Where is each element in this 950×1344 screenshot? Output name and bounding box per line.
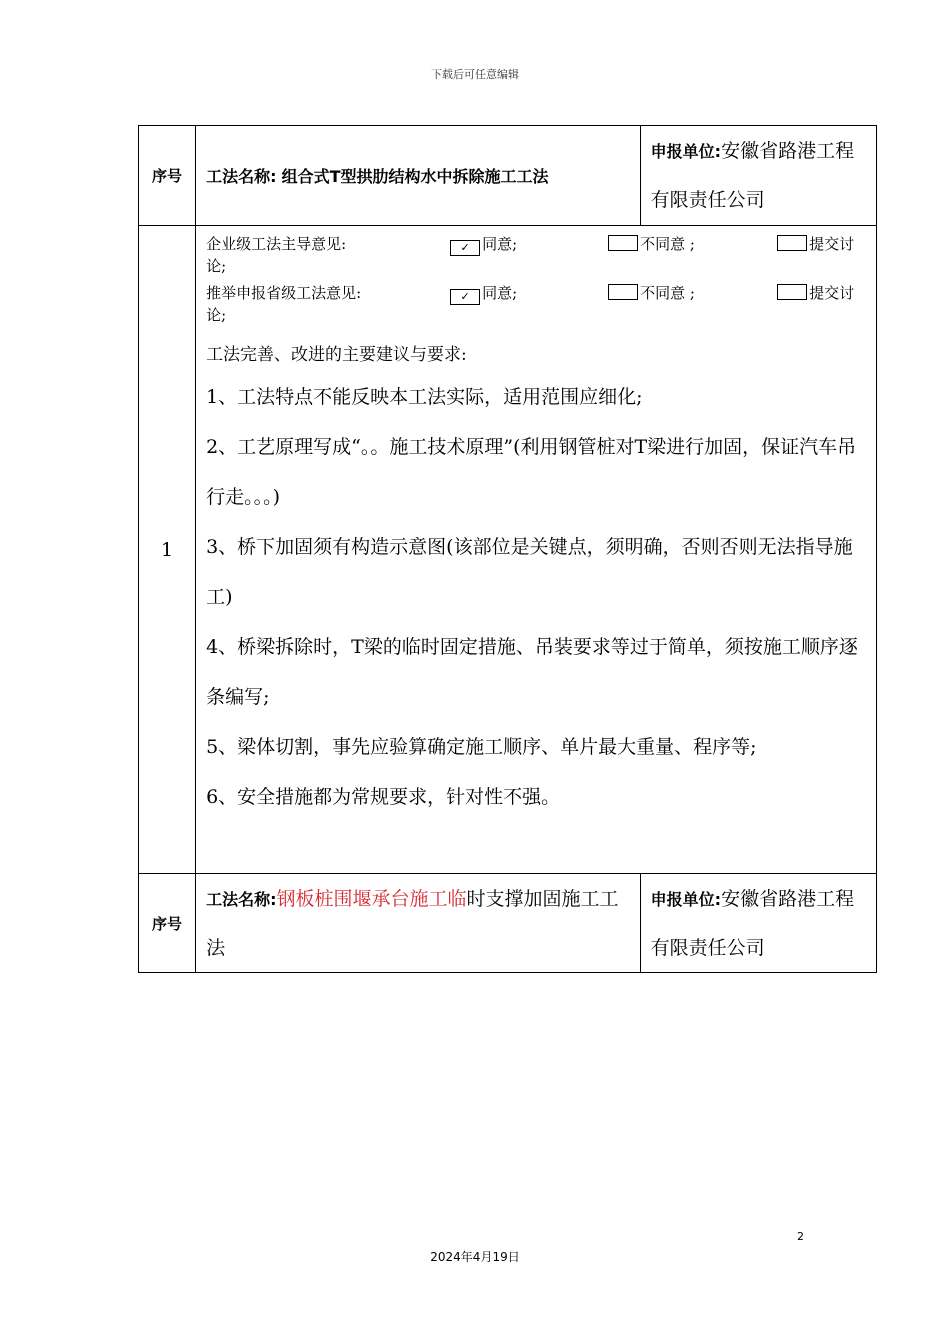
requirement-item: 5、梁体切割，事先应验算确定施工顺序、单片最大重量、程序等;	[206, 736, 757, 758]
seq-header-cell: 序号	[139, 126, 196, 226]
requirement-item: 6、安全措施都为常规要求，针对性不强。	[206, 786, 561, 808]
method-name-value: 组合式T型拱肋结构水中拆除施工工法	[281, 167, 549, 186]
opinions-cell	[196, 226, 877, 874]
seq-header-cell: 序号	[139, 874, 196, 973]
enterprise-discuss-checkbox[interactable]	[777, 235, 807, 251]
table-row-1	[139, 126, 877, 226]
provincial-opinion-line	[206, 279, 870, 304]
enterprise-disagree-checkbox[interactable]	[608, 235, 638, 251]
declaring-unit-cell	[640, 874, 876, 973]
requirement-item: 4、桥梁拆除时，T梁的临时固定措施、吊装要求等过于简单，须按施工顺序逐条编写;	[206, 636, 858, 708]
declaring-unit-value: 安徽省路港工程有限责任公司	[650, 887, 855, 959]
page-number: 2	[797, 1230, 804, 1243]
table-row-3	[139, 874, 877, 973]
table-row-2	[139, 226, 877, 874]
row-number-cell: 1	[139, 226, 196, 874]
provincial-discuss-checkbox[interactable]	[777, 284, 807, 300]
provincial-discuss-option: 提交讨	[777, 282, 854, 303]
declaring-unit-cell	[640, 126, 876, 226]
declaring-unit-label: 申报单位:	[650, 889, 722, 909]
method-name-value: 时支撑加固施工工法	[206, 887, 619, 959]
provincial-opinion-label: 推举申报省级工法意见:	[206, 284, 362, 302]
declaring-unit-value: 安徽省路港工程有限责任公司	[650, 140, 855, 211]
provincial-discuss-continuation: 论;	[206, 306, 227, 324]
enterprise-agree-option: ✓ 同意;	[450, 233, 517, 256]
enterprise-agree-checkbox[interactable]: ✓	[450, 240, 480, 256]
requirement-item: 3、桥下加固须有构造示意图(该部位是关键点，须明确，否则否则无法指导施工)	[206, 536, 853, 608]
declaring-unit-label: 申报单位:	[650, 142, 722, 161]
footer-date: 2024年4月19日	[430, 1250, 520, 1264]
provincial-disagree-option: 不同意 ;	[608, 282, 695, 303]
enterprise-opinion-line	[206, 230, 870, 255]
enterprise-discuss-option: 提交讨	[777, 233, 854, 254]
enterprise-disagree-option: 不同意 ;	[608, 233, 695, 254]
header-note: 下载后可任意编辑	[431, 68, 519, 81]
enterprise-discuss-continuation: 论;	[206, 257, 227, 275]
enterprise-opinion-label: 企业级工法主导意见:	[206, 235, 347, 253]
provincial-agree-checkbox[interactable]: ✓	[450, 289, 480, 305]
provincial-agree-option: ✓ 同意;	[450, 282, 517, 305]
requirements-title: 工法完善、改进的主要建议与要求:	[206, 345, 467, 365]
approval-table	[138, 125, 877, 973]
method-name-label: 工法名称:	[206, 889, 277, 909]
provincial-disagree-checkbox[interactable]	[608, 284, 638, 300]
method-name-cell	[196, 874, 641, 973]
method-name-cell	[196, 126, 641, 226]
requirement-item: 2、工艺原理写成“。。施工技术原理”(利用钢管桩对T梁进行加固，保证汽车吊行走。。。)	[206, 436, 857, 508]
method-name-label: 工法名称:	[206, 167, 277, 186]
requirement-item: 1、工法特点不能反映本工法实际，适用范围应细化;	[206, 386, 643, 408]
method-name-value-highlight: 钢板桩围堰承台施工临	[276, 887, 467, 910]
